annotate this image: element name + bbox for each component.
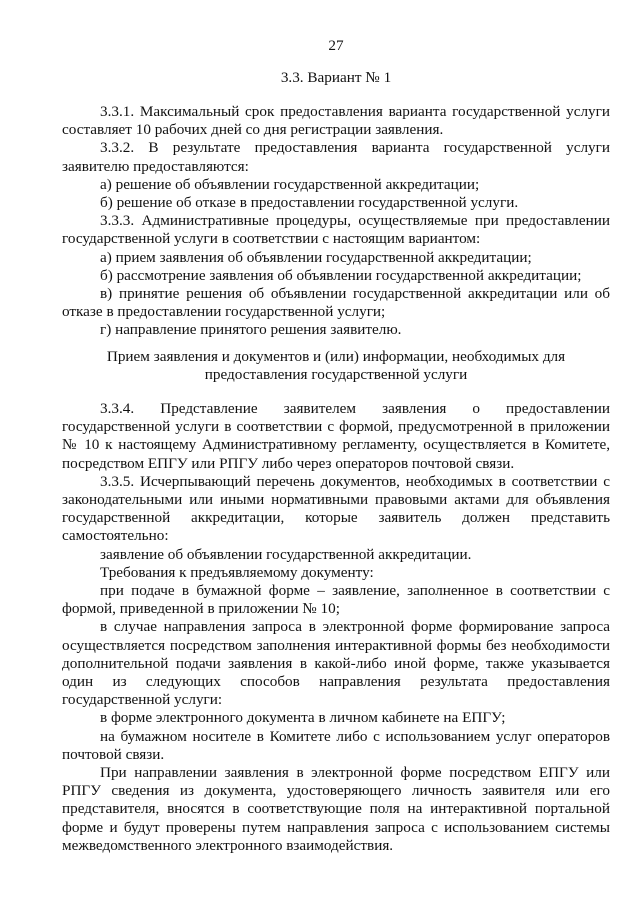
procedure-item-a: а) прием заявления об объявлении государственной аккредитации; <box>100 248 532 266</box>
paragraphs-block-2 <box>62 400 610 855</box>
procedure-item-g: г) направление принятого решения заявителю. <box>100 321 402 339</box>
document-item: заявление об объявлении государственной аккредитации. <box>100 545 472 563</box>
requirements-heading: Требования к предъявляемому документу: <box>100 563 374 581</box>
procedure-item-b: б) рассмотрение заявления об объявлении государственной аккредитации; <box>100 266 582 284</box>
paragraph-3-3-3: 3.3.3. Административные процедуры, осуществляемые при предоставлении государственной услуги в соответствии с настоящим вариантом: <box>62 212 610 248</box>
page-number: 27 <box>328 37 344 54</box>
paragraphs-block-1 <box>62 103 610 340</box>
paragraph-3-3-4: 3.3.4. Представление заявителем заявления о предоставлении государственной услуги в соответствии с формой, предусмотренной в приложении № 10 к настоящему Административному регламенту, осуществляется в Комитете, посредством ЕПГУ или РПГУ либо через операторов почтовой связи. <box>62 400 610 472</box>
result-method-paper: на бумажном носителе в Комитете либо с использованием услуг операторов почтовой связи. <box>62 727 610 763</box>
paragraph-3-3-2: 3.3.2. В результате предоставления варианта государственной услуги заявителю предоставляются: <box>62 139 610 175</box>
subheading-line-1: Прием заявления и документов и (или) информации, необходимых для <box>106 348 566 365</box>
list-item-b: б) решение об отказе в предоставлении государственной услуги. <box>100 194 519 212</box>
subheading <box>62 348 610 384</box>
procedure-item-v: в) принятие решения об объявлении государственной аккредитации или об отказе в предоставлении государственной услуги; <box>62 285 610 321</box>
section-title: 3.3. Вариант № 1 <box>280 69 392 86</box>
subheading-line-2: предоставления государственной услуги <box>204 366 468 384</box>
result-method-epgu: в форме электронного документа в личном кабинете на ЕПГУ; <box>100 709 506 727</box>
list-item-a: а) решение об объявлении государственной аккредитации; <box>100 175 480 193</box>
electronic-form-requirement: в случае направления запроса в электронной форме формирование запроса осуществляется посредством заполнения интерактивной формы без необходимости дополнительной подачи заявления в какой-либо иной форме, также указывается один из следующих способов направления результата предоставления государственной услуги: <box>62 618 610 709</box>
paragraph-3-3-5: 3.3.5. Исчерпывающий перечень документов, необходимых в соответствии с законодательными или иными нормативными правовыми актами для объявления государственной аккредитации, которые заявитель должен представить самостоятельно: <box>62 472 610 545</box>
paragraph-3-3-1: 3.3.1. Максимальный срок предоставления варианта государственной услуги составляет 10 рабочих дней со дня регистрации заявления. <box>62 103 610 139</box>
paper-form-requirement: при подаче в бумажной форме – заявление, заполненное в соответствии с формой, приведенной в приложении № 10; <box>62 582 610 618</box>
paragraph-electronic-submission: При направлении заявления в электронной форме посредством ЕПГУ или РПГУ сведения из документа, удостоверяющего личность заявителя или его представителя, вносятся в соответствующие поля на интерактивной портальной форме и будут проверены путем направления запроса с использованием системы межведомственного электронного взаимодействия. <box>62 764 610 854</box>
